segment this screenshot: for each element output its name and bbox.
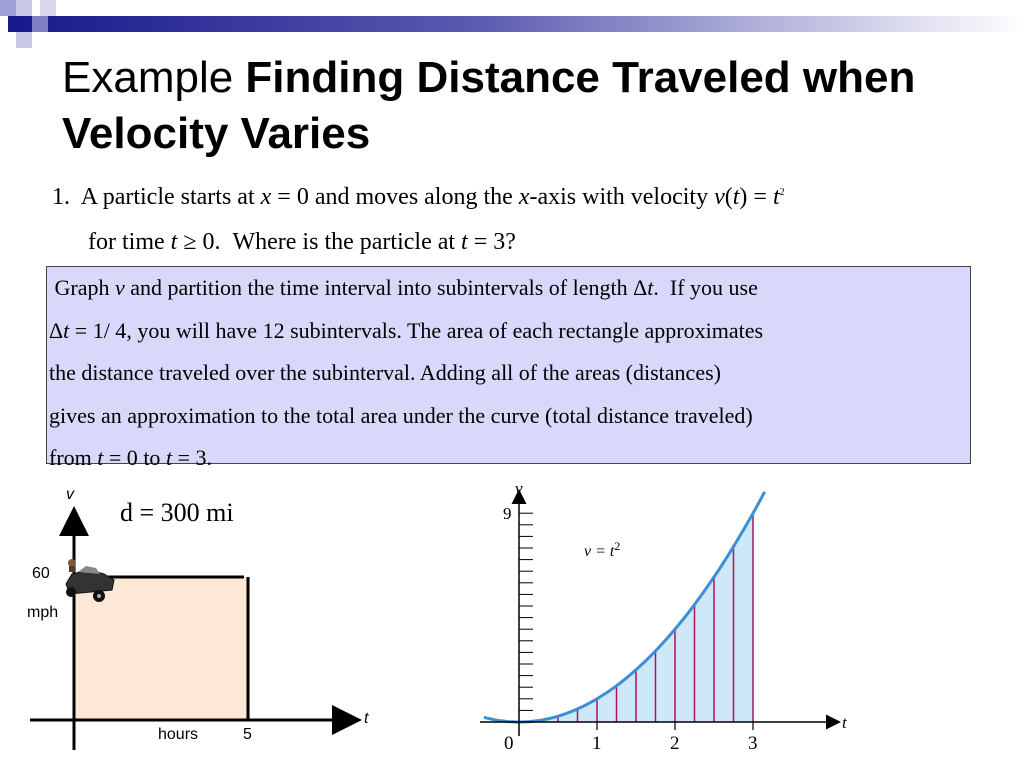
time-unit: hours bbox=[158, 726, 199, 743]
y-axis-label: v bbox=[66, 486, 74, 503]
velocity-unit: mph bbox=[27, 604, 59, 621]
title-decoration bbox=[0, 0, 1024, 48]
curve-label: $v = t^2$ bbox=[584, 539, 621, 560]
explanation-box: Graph v and partition the time interval into subintervals of length Δt. If you use Δt = 1/ 4, you will have 12 subintervals. The area of each rectangle approximates the distance traveled over the subinterval. Adding all of the areas (distances) gives an approximation to the total area under the curve (total distance traveled) from t = 0 to t = 3. bbox=[46, 266, 971, 464]
x-axis-label: t bbox=[364, 710, 369, 727]
velocity-curve-chart bbox=[470, 476, 870, 768]
x-tick-label: 1 bbox=[592, 733, 602, 754]
x-axis-label: t bbox=[842, 713, 847, 732]
x-tick-label: 2 bbox=[670, 733, 680, 754]
x-tick-label: 3 bbox=[748, 733, 758, 754]
x-tick-label: 0 bbox=[504, 733, 514, 754]
distance-label: d = 300 mi bbox=[120, 498, 234, 527]
velocity-value: 60 bbox=[32, 565, 50, 582]
problem-statement: 1. A particle starts at x = 0 and moves along the x-axis with velocity $v(t) = t^2$ for time t ≥ 0. Where is the particle at t = 3? bbox=[52, 184, 785, 255]
y-axis-label: v bbox=[515, 479, 523, 498]
time-value: 5 bbox=[243, 726, 252, 743]
y-tick-label: 9 bbox=[503, 504, 512, 524]
page-title: Example Finding Distance Traveled when Velocity Varies bbox=[62, 53, 916, 158]
